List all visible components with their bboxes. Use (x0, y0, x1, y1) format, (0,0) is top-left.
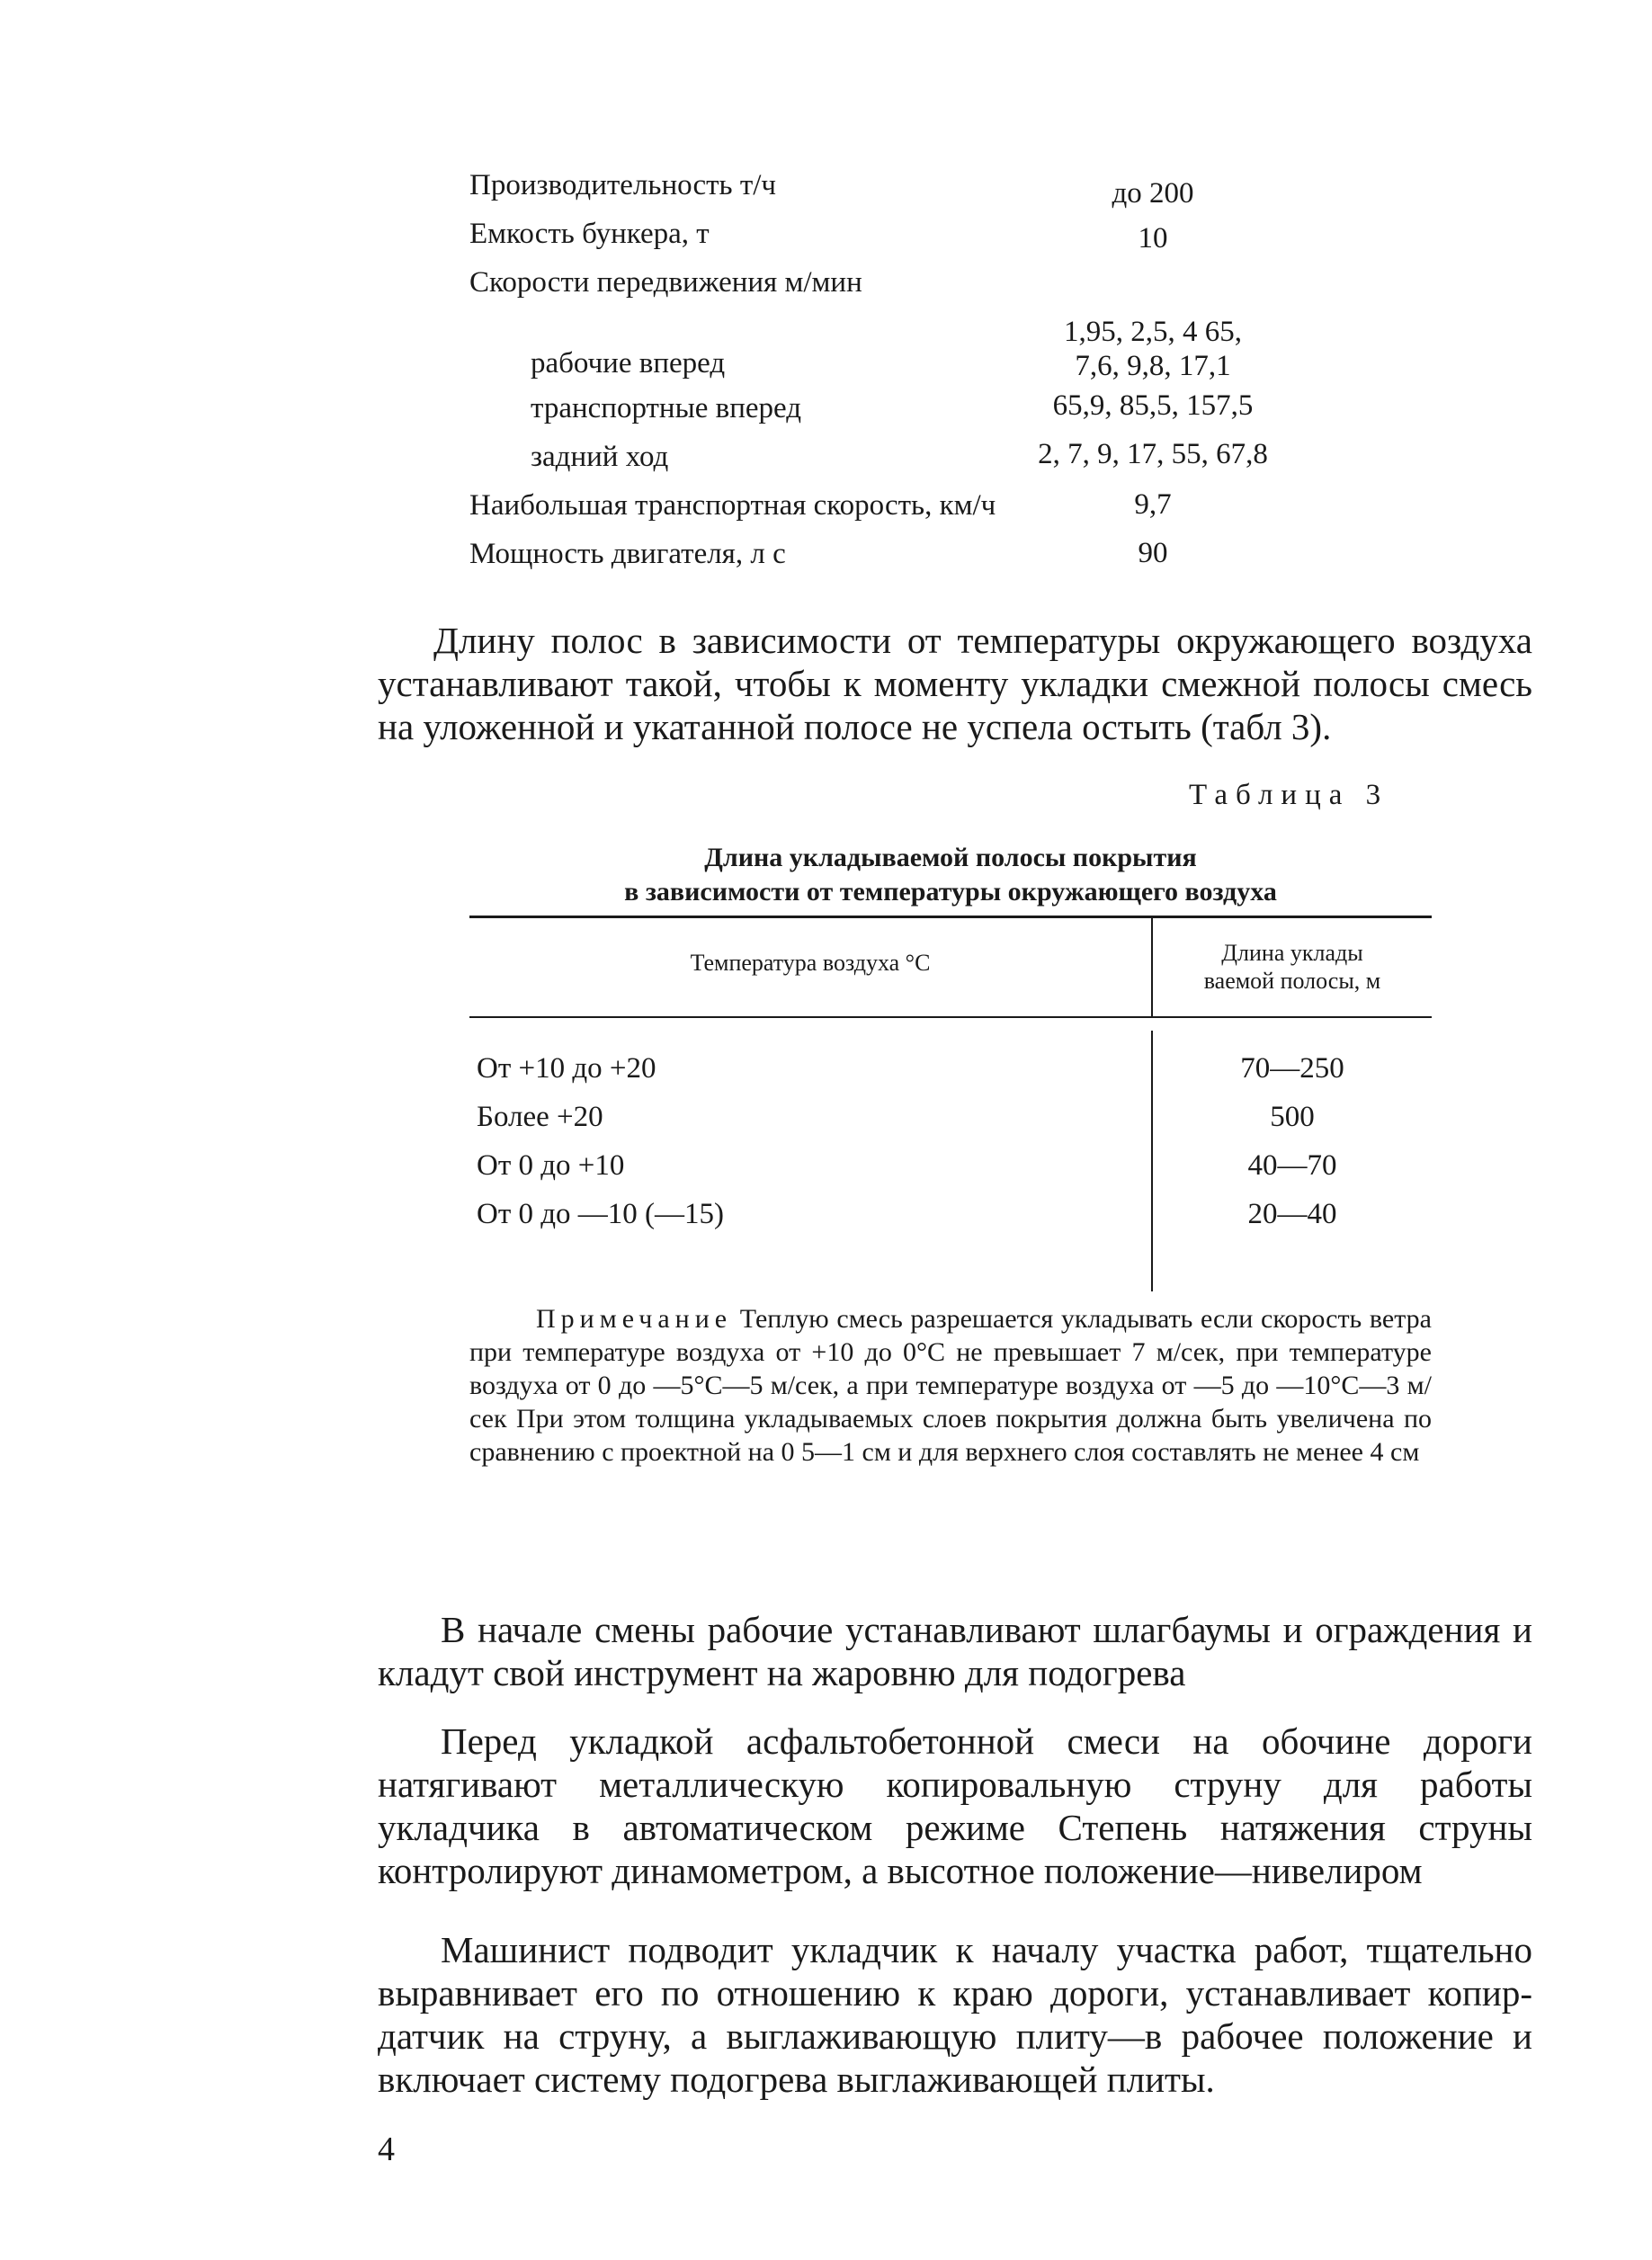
table-note (469, 1302, 1432, 1469)
temperature-table (469, 916, 1432, 1275)
table-cell: 70—250 (1240, 1052, 1344, 1085)
table-cell: 500 (1270, 1101, 1315, 1133)
spec-value: до 200 (1112, 177, 1194, 210)
table-title: Длина укладываемой полосы покрытия в зависимости от температуры окружающего воздуха (624, 843, 1277, 907)
table-cell: От 0 до —10 (—15) (477, 1198, 725, 1230)
table-cell: От 0 до +10 (477, 1149, 625, 1182)
column-header-length: Длина уклады ваемой полосы, м (1203, 940, 1381, 994)
table-cell: Более +20 (477, 1101, 603, 1133)
spec-label: Скорости передвижения м/мин (469, 266, 862, 299)
note-label: Примечание (536, 1304, 733, 1334)
table-number: Таблица 3 (1189, 779, 1389, 811)
column-header-temperature: Температура воздуха °С (690, 950, 931, 976)
spec-value: 1,95, 2,5, 4 65, 7,6, 9,8, 17,1 (1064, 316, 1242, 382)
spec-label: рабочие вперед (531, 347, 726, 380)
spec-row-max-speed (469, 489, 1459, 538)
spec-row-hopper (469, 218, 1459, 266)
spec-value: 65,9, 85,5, 157,5 (1052, 389, 1254, 422)
spec-value: 9,7 (1134, 488, 1172, 521)
spec-row-engine-power (469, 538, 1459, 586)
spec-label: Наибольшая транспортная скорость, км/ч (469, 489, 996, 522)
body-paragraph: Машинист подводит укладчик к началу участка работ, тщательно выравнивает его по отношению к краю дороги, устанавливает копир-датчик на струну, а выглаживающую плиту—в рабочее положение и включает систему подогрева выглаживающей плиты. (378, 1929, 1532, 2100)
page-number: 4 (378, 2130, 395, 2168)
spec-row-transport-forward (469, 389, 1459, 441)
table-row (469, 1149, 1432, 1196)
note-text: Теплую смесь разрешается укладывать если скорость ветра при температуре воздуха от +10 до 0°С не превышает 7 м/сек, при температуре воздуха от 0 до —5°С—5 м/сек, а при температуре воздуха от —5 до —10°С—3 м/сек При этом толщина укладываемых слоев покрытия должна быть увеличена по сравнению с проектной на 0 5—1 см и для верхнего слоя составлять не менее 4 см (469, 1304, 1433, 1467)
intro-paragraph: Длину полос в зависимости от температуры окружающего воздуха устанавливают такой, чтобы к моменту укладки смежной полосы смесь на уложенной и укатанной полосе не успела остыть (табл 3). (378, 620, 1532, 747)
spec-row-reverse (469, 438, 1459, 489)
table-cell: От +10 до +20 (477, 1052, 656, 1085)
spec-value: 90 (1138, 537, 1168, 569)
table-row (469, 1052, 1432, 1099)
spec-label: Емкость бункера, т (469, 218, 710, 250)
body-paragraph: Перед укладкой асфальтобетонной смеси на обочине дороги натягивают металлическую копировальную струну для работы укладчика в автоматическом режиме Степень натяжения струны контролируют динамометром, а высотное положение—нивелиром (378, 1720, 1532, 1891)
spec-row-speeds (469, 266, 1459, 315)
spec-row-productivity (469, 169, 1459, 218)
spec-label: Производительность т/ч (469, 169, 777, 201)
spec-label: задний ход (531, 441, 669, 473)
table-cell: 40—70 (1247, 1149, 1337, 1182)
spec-label: транспортные вперед (531, 392, 802, 424)
body-paragraph: В начале смены рабочие устанавливают шлагбаумы и ограждения и кладут свой инструмент на жаровню для подогрева (378, 1609, 1532, 1693)
spec-label: Мощность двигателя, л с (469, 538, 786, 570)
table-row (469, 1198, 1432, 1245)
spec-value: 2, 7, 9, 17, 55, 67,8 (1038, 438, 1268, 470)
table-row (469, 1101, 1432, 1148)
spec-value: 10 (1138, 222, 1168, 255)
table-cell: 20—40 (1247, 1198, 1337, 1230)
table-header-rule (469, 1016, 1432, 1018)
table-top-rule (469, 916, 1432, 918)
spec-row-working-forward (469, 315, 1459, 387)
